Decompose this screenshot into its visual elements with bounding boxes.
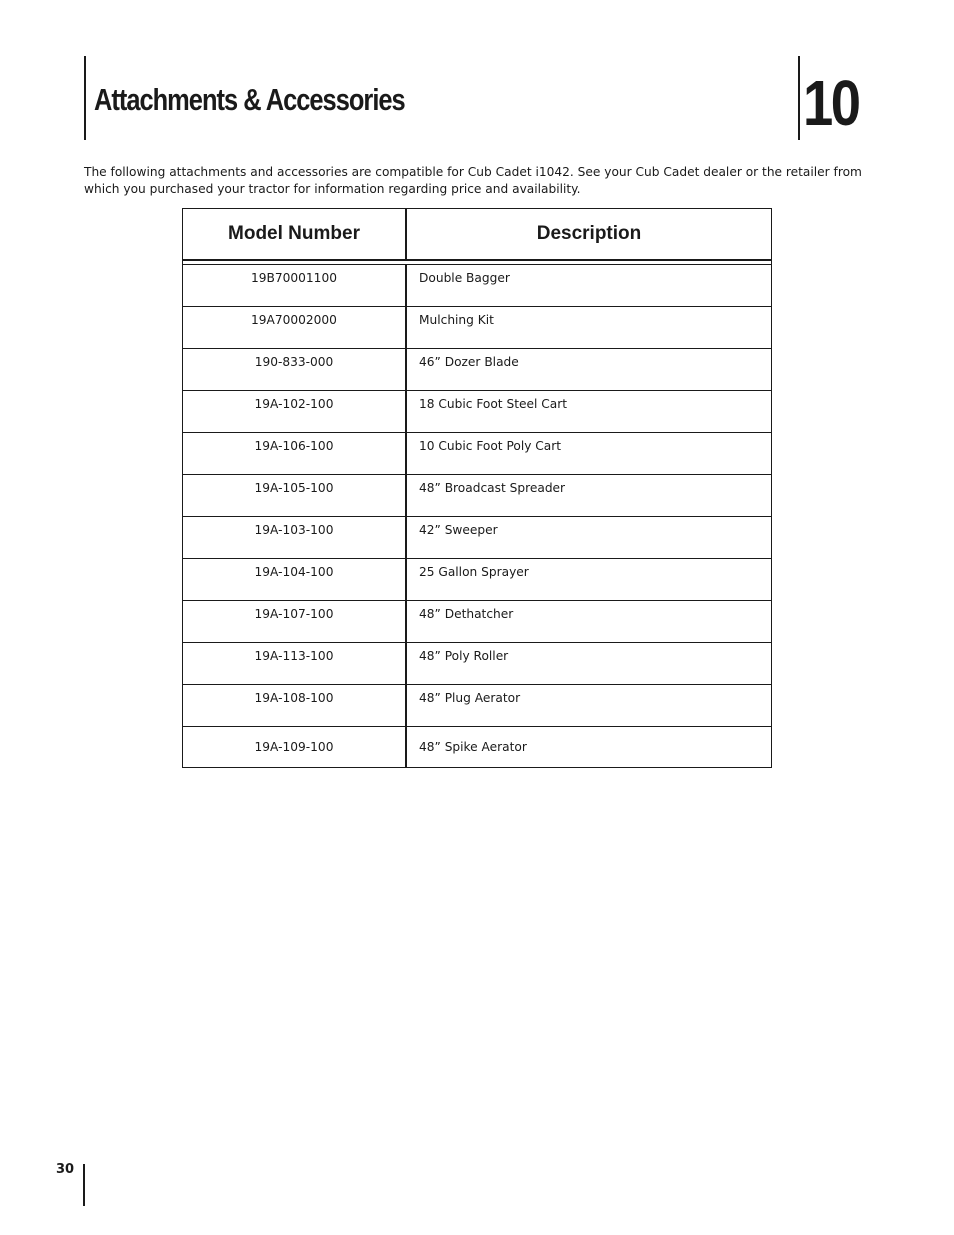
table-row — [183, 559, 771, 601]
description-cell: 42” Sweeper — [419, 523, 498, 537]
title-rule — [84, 56, 86, 140]
description-cell: 48” Broadcast Spreader — [419, 481, 566, 495]
model-number-cell: 19A-104-100 — [183, 559, 407, 600]
table-row — [183, 265, 771, 307]
model-number-cell: 19A-109-100 — [183, 727, 407, 767]
table-row — [183, 391, 771, 433]
model-number-cell: 19A-106-100 — [183, 433, 407, 474]
accessories-table — [182, 208, 772, 768]
model-number-cell: 190-833-000 — [183, 349, 407, 390]
chapter-rule — [798, 56, 800, 140]
model-number-cell: 19B70001100 — [183, 265, 407, 306]
model-number-cell: 19A-108-100 — [183, 685, 407, 726]
table-header — [182, 208, 772, 261]
description-cell: 46” Dozer Blade — [419, 355, 519, 369]
model-number-cell: 19A-107-100 — [183, 601, 407, 642]
description-cell: Mulching Kit — [419, 313, 494, 327]
model-number-cell: 19A70002000 — [183, 307, 407, 348]
table-row — [183, 433, 771, 475]
description-cell: 10 Cubic Foot Poly Cart — [419, 439, 562, 453]
description-cell: 18 Cubic Foot Steel Cart — [419, 397, 567, 411]
table-row — [183, 601, 771, 643]
description-cell: 48” Spike Aerator — [419, 740, 527, 754]
description-cell: 48” Poly Roller — [419, 649, 509, 663]
model-number-cell: 19A-113-100 — [183, 643, 407, 684]
page-title: Attachments & Accessories — [94, 82, 405, 117]
description-cell: 25 Gallon Sprayer — [419, 565, 529, 579]
table-row — [183, 349, 771, 391]
description-cell: Double Bagger — [419, 271, 510, 285]
table-row — [183, 517, 771, 559]
model-number-cell: 19A-102-100 — [183, 391, 407, 432]
table-body — [182, 265, 772, 768]
table-row — [183, 727, 771, 768]
table-row — [183, 307, 771, 349]
description-cell: 48” Plug Aerator — [419, 691, 521, 705]
intro-paragraph: The following attachments and accessories are compatible for Cub Cadet i1042. See your Cub Cadet dealer or the retailer from which you purchased your tractor for information regarding price and availability. — [84, 165, 862, 196]
header-description: Description — [536, 223, 642, 244]
description-cell: 48” Dethatcher — [419, 607, 514, 621]
footer-rule — [83, 1164, 85, 1206]
model-number-cell: 19A-105-100 — [183, 475, 407, 516]
table-row — [183, 685, 771, 727]
header-model-number: Model Number — [183, 209, 407, 259]
model-number-cell: 19A-103-100 — [183, 517, 407, 558]
chapter-number: 10 — [803, 67, 859, 139]
table-row — [183, 643, 771, 685]
page-number: 30 — [56, 1162, 75, 1177]
table-row — [183, 475, 771, 517]
